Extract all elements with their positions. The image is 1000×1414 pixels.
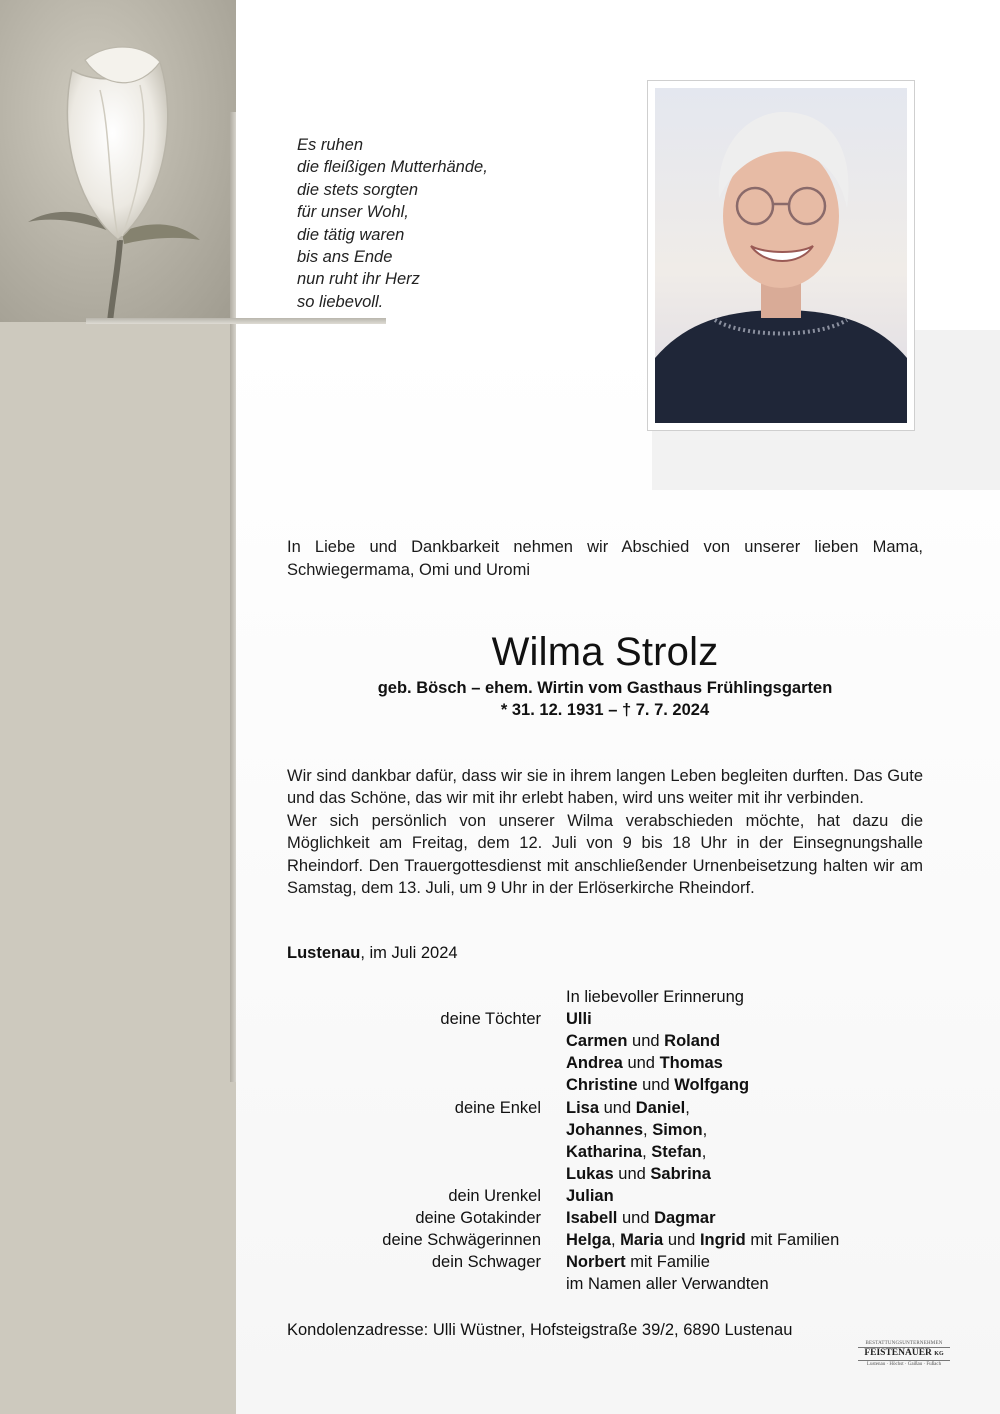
mourners-closing: im Namen aller Verwandten [566, 1275, 769, 1293]
mourner-name: Ulli [566, 1010, 592, 1028]
mourner-line: Katharina, Stefan, [566, 1143, 707, 1161]
deceased-name: Wilma Strolz [491, 630, 719, 674]
portrait-frame [647, 80, 915, 431]
rose-icon [0, 0, 236, 322]
mourner-name: Andrea [566, 1054, 623, 1072]
horizontal-divider [86, 318, 386, 324]
poem-line: bis ans Ende [297, 248, 393, 267]
poem-line: nun ruht ihr Herz [297, 270, 420, 289]
poem-line: für unser Wohl, [297, 203, 409, 222]
connector-word: und [632, 1032, 660, 1050]
connector-word: und [603, 1099, 632, 1117]
mourner-line: Helga, Maria und Ingrid mit Familien [566, 1231, 840, 1249]
poem-line: Es ruhen [297, 136, 364, 154]
body-paragraph: Wer sich persönlich von unserer Wilma verabschieden möchte, hat dazu die Möglichkeit am Freitag, dem 12. Juli von 9 bis 18 Uhr in der Einsegnungshalle Rheindorf. Den Trauergottesdienst mit anschließender Urnenbeisetzung halten wir am Samstag, dem 13. Juli, um 9 Uhr in der Erlöserkirche Rheindorf. [287, 811, 923, 898]
mourner-name: Lisa [566, 1099, 600, 1117]
connector-word: und [642, 1076, 670, 1094]
mourner-name: Simon [652, 1121, 703, 1139]
connector-word: und [627, 1054, 655, 1072]
condolence-address: Kondolenzadresse: Ulli Wüstner, Hofsteigstraße 39/2, 6890 Lustenau [287, 1321, 793, 1339]
body-text [287, 765, 923, 899]
mourner-name: Maria [620, 1231, 664, 1249]
deceased-subtitle: geb. Bösch – ehem. Wirtin vom Gasthaus Frühlingsgarten [377, 679, 833, 697]
relation-label: dein Schwager [431, 1253, 541, 1271]
mourner-line [566, 1207, 716, 1229]
connector-word: mit Familien [750, 1231, 840, 1249]
funeral-home-logo [858, 1341, 950, 1369]
mourner-line [566, 1030, 720, 1052]
mourner-name: Wolfgang [674, 1076, 750, 1094]
mourner-name: Helga [566, 1231, 611, 1249]
mourner-name: Daniel [635, 1099, 686, 1117]
mourner-name: Johannes [566, 1121, 644, 1139]
mourner-line [566, 1185, 614, 1207]
mourner-line: Johannes, Simon, [566, 1121, 708, 1139]
rose-image [0, 0, 236, 322]
logo-name [858, 1347, 950, 1361]
mourner-name: Stefan [651, 1143, 702, 1161]
mourner-name: Isabell [566, 1209, 618, 1227]
mourner-name: Lukas [566, 1165, 614, 1183]
logo-places: Lustenau · Höchst · Gaißau · Fußach [866, 1362, 942, 1367]
mourner-line [566, 1251, 710, 1273]
mourner-name: Roland [664, 1032, 721, 1050]
mourner-name: Thomas [659, 1054, 723, 1072]
place-city: Lustenau [287, 944, 361, 962]
place-date-text: , im Juli 2024 [360, 944, 458, 962]
logo-suffix: KG [934, 1351, 944, 1357]
connector-word: und [621, 1209, 650, 1227]
body-paragraph: Wir sind dankbar dafür, dass wir sie in ihrem langen Leben begleiten durften. Das Gute und das Schöne, das wir mit ihr erlebt haben, wird uns weiter mit ihr verbinden. [287, 767, 923, 808]
logo-top-text: BESTATTUNGSUNTERNEHMEN [865, 1341, 943, 1346]
relation-label: deine Schwägerinnen [382, 1231, 541, 1249]
mourner-name: Carmen [566, 1032, 628, 1050]
poem-line: die tätig waren [297, 225, 405, 244]
logo-name-text: FEISTENAUER [864, 1348, 932, 1358]
relation-label: deine Enkel [454, 1099, 541, 1117]
relation-label: dein Urenkel [448, 1187, 541, 1205]
poem-line: so liebevoll. [297, 292, 384, 311]
mourner-line: Lisa und Daniel, [566, 1099, 690, 1117]
mourner-line [566, 1074, 749, 1096]
mourner-line [566, 1163, 711, 1185]
mourner-name: Sabrina [650, 1165, 711, 1183]
mourner-name: Christine [566, 1076, 638, 1094]
connector-word: und [618, 1165, 646, 1183]
mourners-intro: In liebevoller Erinnerung [566, 988, 744, 1006]
mourner-name: Julian [566, 1187, 614, 1205]
portrait-icon [655, 88, 907, 423]
place-date [287, 942, 458, 964]
mourner-name: Ingrid [699, 1231, 746, 1249]
portrait-photo [655, 88, 907, 423]
mourner-name: Katharina [566, 1143, 643, 1161]
relation-label: deine Gotakinder [415, 1209, 541, 1227]
mourner-name: Dagmar [654, 1209, 716, 1227]
connector-word: und [667, 1231, 696, 1249]
mourner-line [566, 1052, 723, 1074]
poem-line: die fleißigen Mutterhände, [297, 158, 488, 177]
poem-line: die stets sorgten [297, 180, 419, 199]
deceased-dates: * 31. 12. 1931 – † 7. 7. 2024 [500, 701, 710, 719]
mourner-name: Norbert [566, 1253, 626, 1271]
intro-text: In Liebe und Dankbarkeit nehmen wir Abschied von unserer lieben Mama, Schwiegermama, Omi und Uromi [287, 538, 923, 579]
relation-label: deine Töchter [440, 1010, 541, 1028]
connector-word: mit Familie [630, 1253, 710, 1271]
mourner-line [566, 1008, 592, 1030]
vertical-divider [230, 112, 236, 1082]
poem [297, 134, 597, 313]
